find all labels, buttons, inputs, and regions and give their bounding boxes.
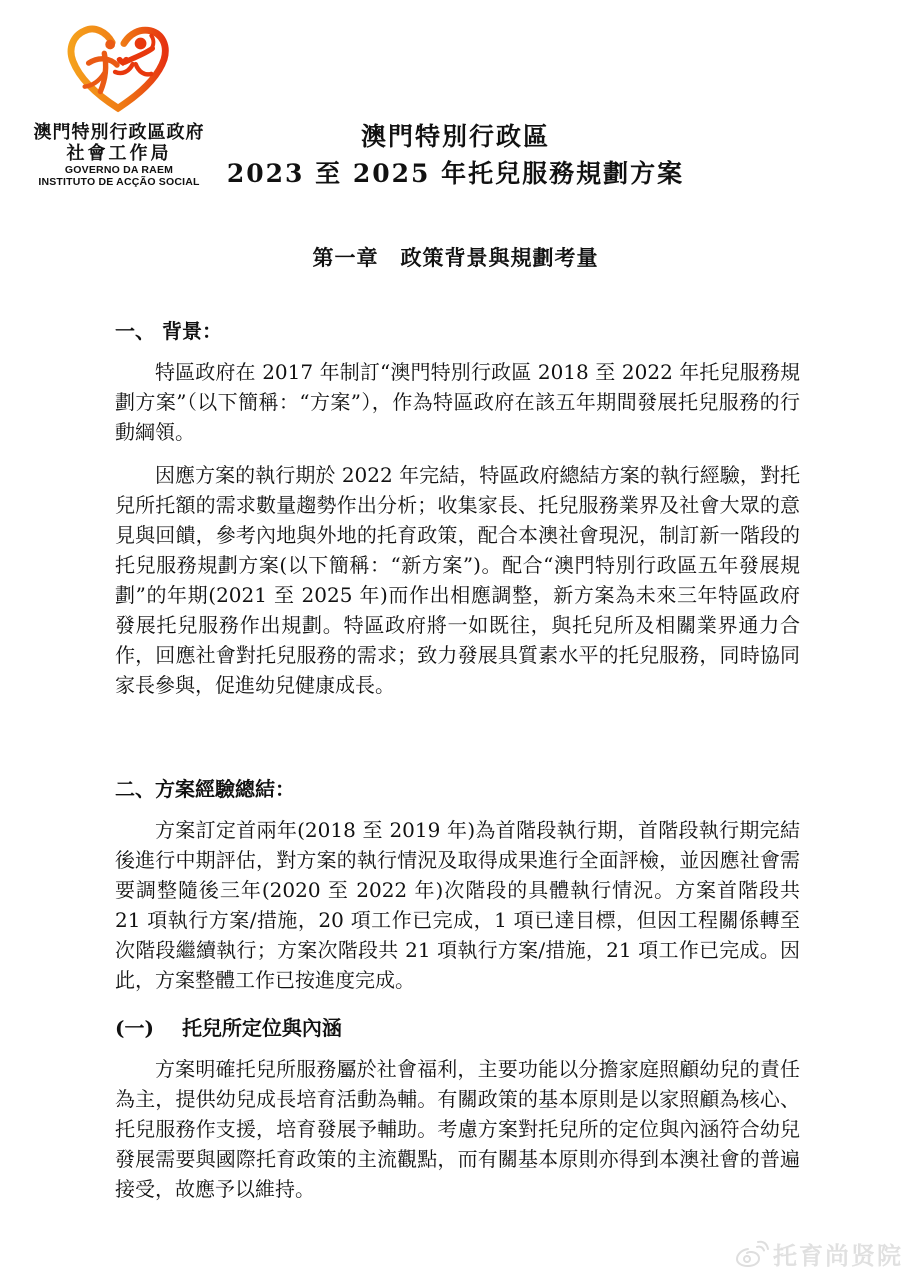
subsection-1-heading [115, 1015, 800, 1041]
watermark [735, 1236, 903, 1271]
ias-letterhead [30, 18, 208, 188]
org-name-zh-line2: 社會工作局 [66, 143, 172, 163]
document-body [115, 318, 800, 1204]
watermark-text: 托育尚贤院 [773, 1242, 903, 1270]
section-1-paragraph-1: 特區政府在 2017 年制訂“澳門特別行政區 2018 至 2022 年托兒服務規劃方案”（以下簡稱：“方案”），作為特區政府在該五年期間發展托兒服務的行動綱領。 [115, 360, 800, 444]
subsection-1-title: 托兒所定位與內涵 [181, 1016, 342, 1040]
document-title-line2: 2023 至 2025 年托兒服務規劃方案 [226, 159, 685, 188]
subsection-1-paragraph-1: 方案明確托兒所服務屬於社會福利，主要功能以分擔家庭照顧幼兒的責任為主，提供幼兒成長培育活動為輔。有關政策的基本原則是以家照顧為核心、托兒服務作支援，培育發展予輔助。考慮方案對托兒所的定位與內涵符合幼兒發展需要與國際托育政策的主流觀點，而有關基本原則亦得到本澳社會的普遍接受，故應予以維持。 [115, 1057, 800, 1201]
section-1-heading: 一、 背景： [115, 319, 222, 343]
section-1-paragraph-2: 因應方案的執行期於 2022 年完結，特區政府總結方案的執行經驗，對托兒所托額的需求數量趨勢作出分析；收集家長、托兒服務業界及社會大眾的意見與回饋，參考內地與外地的托育政策，配合本澳社會現況，制訂新一階段的托兒服務規劃方案(以下簡稱：“新方案”)。配合“澳門特別行政區五年發展規劃”的年期(2021 至 2025 年)而作出相應調整，新方案為未來三年特區政府發展托兒服務作出規劃。特區政府將一如既往，與托兒所及相關業界通力合作，回應社會對托兒服務的需求；致力發展具質素水平的托兒服務，同時協同家長參與，促進幼兒健康成長。 [115, 463, 800, 697]
document-title-line1: 澳門特別行政區 [360, 122, 550, 151]
subsection-1-number: (一) [115, 1016, 154, 1040]
section-2-heading: 二、方案經驗總結： [115, 777, 295, 801]
chapter-heading: 第一章 政策背景與規劃考量 [312, 245, 599, 270]
org-name-pt-line2: INSTITUTO DE ACÇÃO SOCIAL [38, 176, 200, 188]
org-name-zh-line1: 澳門特別行政區政府 [33, 122, 205, 142]
ias-heart-logo [60, 18, 178, 118]
section-2-paragraph-1: 方案訂定首兩年(2018 至 2019 年)為首階段執行期，首階段執行期完結後進行中期評估，對方案的執行情況及取得成果進行全面評檢，並因應社會需要調整隨後三年(2020 至 2022 年)次階段的具體執行情況。方案首階段共 21 項執行方案/措施，20 項工作已完成，1 項已達目標，但因工程關係轉至次階段繼續執行；方案次階段共 21 項執行方案/措施，21 項工作已完成。因此，方案整體工作已按進度完成。 [115, 818, 800, 992]
org-name-pt-line1: GOVERNO DA RAEM [64, 164, 174, 176]
weibo-icon [735, 1240, 769, 1268]
